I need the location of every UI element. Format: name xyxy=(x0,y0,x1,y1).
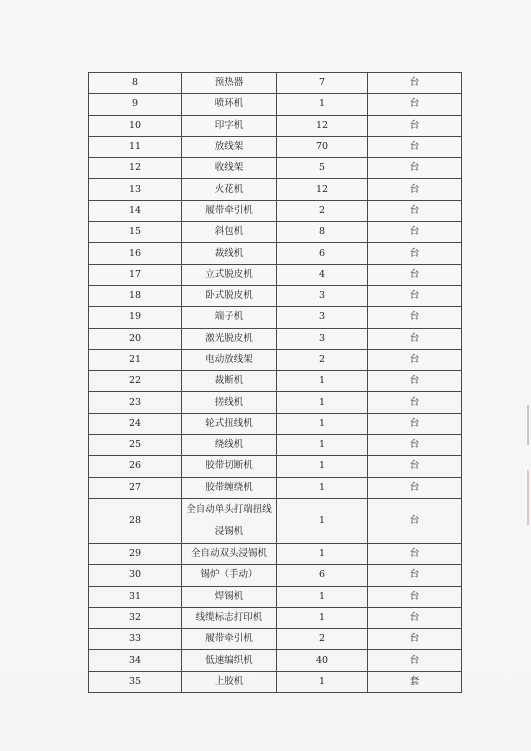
quantity-cell: 4 xyxy=(277,264,368,285)
table-row xyxy=(89,498,462,543)
row-number-cell: 17 xyxy=(89,264,182,285)
table-row xyxy=(89,73,462,94)
equipment-name-cell: 放线架 xyxy=(182,136,277,157)
equipment-name-cell: 上胶机 xyxy=(182,671,277,692)
equipment-name-cell: 火花机 xyxy=(182,179,277,200)
row-number-cell: 31 xyxy=(89,586,182,607)
unit-cell: 台 xyxy=(368,158,462,179)
equipment-name-cell: 印字机 xyxy=(182,115,277,136)
quantity-cell: 1 xyxy=(277,413,368,434)
quantity-cell: 1 xyxy=(277,498,368,543)
table-row xyxy=(89,435,462,456)
quantity-cell: 1 xyxy=(277,456,368,477)
quantity-cell: 2 xyxy=(277,629,368,650)
row-number-cell: 30 xyxy=(89,565,182,586)
row-number-cell: 11 xyxy=(89,136,182,157)
quantity-cell: 1 xyxy=(277,671,368,692)
quantity-cell: 1 xyxy=(277,543,368,564)
table-row xyxy=(89,243,462,264)
row-number-cell: 33 xyxy=(89,629,182,650)
equipment-name-cell: 卧式脱皮机 xyxy=(182,285,277,306)
quantity-cell: 6 xyxy=(277,243,368,264)
table-row xyxy=(89,413,462,434)
quantity-cell: 1 xyxy=(277,392,368,413)
row-number-cell: 32 xyxy=(89,607,182,628)
equipment-name-cell: 斜包机 xyxy=(182,222,277,243)
equipment-name-cell: 喷环机 xyxy=(182,94,277,115)
row-number-cell: 18 xyxy=(89,285,182,306)
equipment-name-cell: 全自动双头浸锡机 xyxy=(182,543,277,564)
row-number-cell: 34 xyxy=(89,650,182,671)
table-row xyxy=(89,586,462,607)
table-row xyxy=(89,307,462,328)
quantity-cell: 2 xyxy=(277,200,368,221)
quantity-cell: 12 xyxy=(277,115,368,136)
unit-cell: 台 xyxy=(368,115,462,136)
equipment-table-body xyxy=(89,73,462,693)
table-row xyxy=(89,371,462,392)
table-row xyxy=(89,136,462,157)
unit-cell: 台 xyxy=(368,285,462,306)
row-number-cell: 29 xyxy=(89,543,182,564)
table-row xyxy=(89,115,462,136)
quantity-cell: 40 xyxy=(277,650,368,671)
table-row xyxy=(89,158,462,179)
row-number-cell: 35 xyxy=(89,671,182,692)
unit-cell: 台 xyxy=(368,264,462,285)
unit-cell: 台 xyxy=(368,629,462,650)
row-number-cell: 13 xyxy=(89,179,182,200)
unit-cell: 台 xyxy=(368,477,462,498)
equipment-name-cell: 轮式扭线机 xyxy=(182,413,277,434)
table-row xyxy=(89,629,462,650)
unit-cell: 台 xyxy=(368,222,462,243)
table-row xyxy=(89,200,462,221)
quantity-cell: 6 xyxy=(277,565,368,586)
row-number-cell: 14 xyxy=(89,200,182,221)
equipment-table xyxy=(88,72,462,693)
row-number-cell: 20 xyxy=(89,328,182,349)
row-number-cell: 24 xyxy=(89,413,182,434)
row-number-cell: 9 xyxy=(89,94,182,115)
quantity-cell: 8 xyxy=(277,222,368,243)
unit-cell: 台 xyxy=(368,392,462,413)
unit-cell: 台 xyxy=(368,371,462,392)
scan-edge-mark xyxy=(527,470,529,525)
quantity-cell: 1 xyxy=(277,477,368,498)
quantity-cell: 1 xyxy=(277,607,368,628)
unit-cell: 台 xyxy=(368,328,462,349)
quantity-cell: 7 xyxy=(277,73,368,94)
table-row xyxy=(89,477,462,498)
row-number-cell: 16 xyxy=(89,243,182,264)
equipment-name-cell: 全自动单头打端扭线浸锡机 xyxy=(182,498,277,543)
row-number-cell: 12 xyxy=(89,158,182,179)
table-row xyxy=(89,94,462,115)
table-row xyxy=(89,264,462,285)
table-row xyxy=(89,222,462,243)
table-row xyxy=(89,565,462,586)
equipment-name-cell: 焊锡机 xyxy=(182,586,277,607)
unit-cell: 台 xyxy=(368,586,462,607)
unit-cell: 台 xyxy=(368,650,462,671)
equipment-name-cell: 端子机 xyxy=(182,307,277,328)
unit-cell: 台 xyxy=(368,456,462,477)
quantity-cell: 2 xyxy=(277,349,368,370)
equipment-name-cell: 胶带切断机 xyxy=(182,456,277,477)
quantity-cell: 1 xyxy=(277,371,368,392)
unit-cell: 台 xyxy=(368,435,462,456)
quantity-cell: 3 xyxy=(277,328,368,349)
unit-cell: 台 xyxy=(368,543,462,564)
quantity-cell: 70 xyxy=(277,136,368,157)
table-row xyxy=(89,328,462,349)
equipment-name-cell: 裁断机 xyxy=(182,371,277,392)
row-number-cell: 21 xyxy=(89,349,182,370)
quantity-cell: 1 xyxy=(277,94,368,115)
row-number-cell: 10 xyxy=(89,115,182,136)
equipment-name-cell: 预热器 xyxy=(182,73,277,94)
row-number-cell: 15 xyxy=(89,222,182,243)
equipment-name-cell: 裁线机 xyxy=(182,243,277,264)
unit-cell: 台 xyxy=(368,179,462,200)
quantity-cell: 1 xyxy=(277,586,368,607)
unit-cell: 台 xyxy=(368,136,462,157)
unit-cell: 台 xyxy=(368,498,462,543)
quantity-cell: 3 xyxy=(277,285,368,306)
table-row xyxy=(89,671,462,692)
quantity-cell: 5 xyxy=(277,158,368,179)
unit-cell: 台 xyxy=(368,307,462,328)
row-number-cell: 27 xyxy=(89,477,182,498)
unit-cell: 台 xyxy=(368,349,462,370)
equipment-name-cell: 收线架 xyxy=(182,158,277,179)
table-row xyxy=(89,179,462,200)
equipment-name-cell: 线缆标志打印机 xyxy=(182,607,277,628)
row-number-cell: 23 xyxy=(89,392,182,413)
equipment-name-cell: 搓线机 xyxy=(182,392,277,413)
quantity-cell: 3 xyxy=(277,307,368,328)
equipment-name-cell: 电动放线架 xyxy=(182,349,277,370)
row-number-cell: 25 xyxy=(89,435,182,456)
equipment-name-cell: 激光脱皮机 xyxy=(182,328,277,349)
quantity-cell: 12 xyxy=(277,179,368,200)
unit-cell: 台 xyxy=(368,413,462,434)
unit-cell: 台 xyxy=(368,94,462,115)
unit-cell: 台 xyxy=(368,243,462,264)
equipment-name-cell: 履带牵引机 xyxy=(182,629,277,650)
table-row xyxy=(89,543,462,564)
table-row xyxy=(89,392,462,413)
scan-edge-mark xyxy=(527,405,529,445)
table-row xyxy=(89,607,462,628)
equipment-name-cell: 胶带缠绕机 xyxy=(182,477,277,498)
unit-cell: 台 xyxy=(368,200,462,221)
equipment-name-cell: 低速编织机 xyxy=(182,650,277,671)
table-row xyxy=(89,285,462,306)
equipment-name-cell: 锡炉（手动） xyxy=(182,565,277,586)
table-row xyxy=(89,456,462,477)
equipment-name-cell: 立式脱皮机 xyxy=(182,264,277,285)
unit-cell: 台 xyxy=(368,607,462,628)
row-number-cell: 28 xyxy=(89,498,182,543)
unit-cell: 台 xyxy=(368,565,462,586)
table-row xyxy=(89,650,462,671)
row-number-cell: 26 xyxy=(89,456,182,477)
row-number-cell: 22 xyxy=(89,371,182,392)
row-number-cell: 8 xyxy=(89,73,182,94)
equipment-name-cell: 绕线机 xyxy=(182,435,277,456)
unit-cell: 套 xyxy=(368,671,462,692)
equipment-name-cell: 履带牵引机 xyxy=(182,200,277,221)
quantity-cell: 1 xyxy=(277,435,368,456)
unit-cell: 台 xyxy=(368,73,462,94)
row-number-cell: 19 xyxy=(89,307,182,328)
table-row xyxy=(89,349,462,370)
